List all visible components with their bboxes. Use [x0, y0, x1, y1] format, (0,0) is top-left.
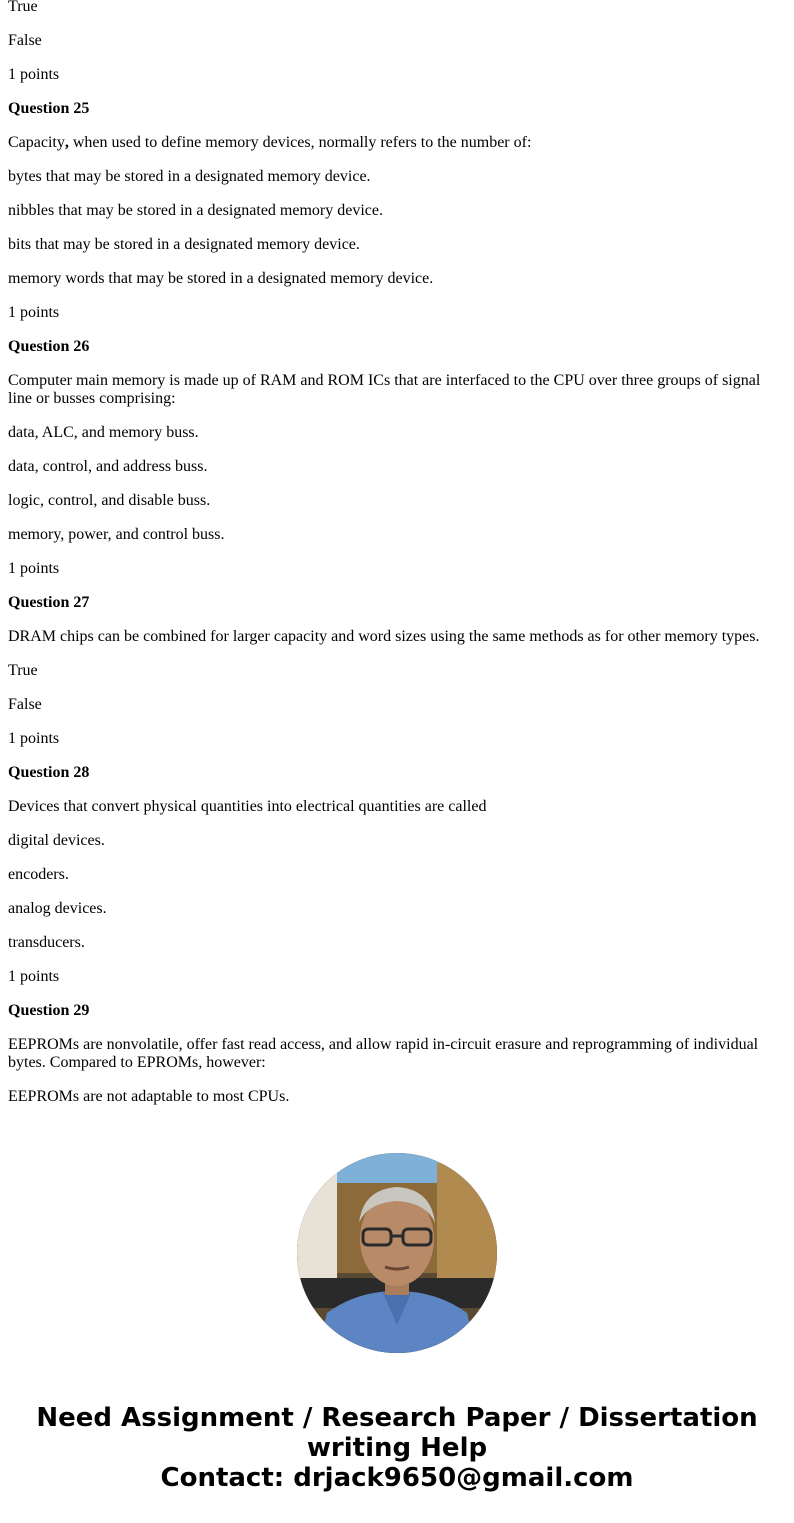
- answer-option: False: [8, 696, 42, 713]
- question-title: Question 25: [8, 100, 90, 117]
- question-prompt: DRAM chips can be combined for larger capacity and word sizes using the same methods as for other memory types.: [8, 628, 760, 645]
- points-label: 1 points: [8, 968, 60, 985]
- answer-option: memory words that may be stored in a designated memory device.: [8, 270, 434, 287]
- contact-footer: [0, 1403, 794, 1493]
- answer-option: analog devices.: [8, 900, 107, 917]
- answer-option: bytes that may be stored in a designated memory device.: [8, 168, 371, 185]
- question-prompt: [8, 134, 778, 152]
- portrait-graphic: [297, 1153, 497, 1353]
- prompt-rest: when used to define memory devices, normally refers to the number of:: [68, 134, 532, 151]
- contact-email: Contact: drjack9650@gmail.com: [160, 1463, 634, 1493]
- answer-option: encoders.: [8, 866, 69, 883]
- answer-option: True: [8, 0, 38, 15]
- answer-option: nibbles that may be stored in a designated memory device.: [8, 202, 383, 219]
- footer-line: Need Assignment / Research Paper / Dissertation: [36, 1403, 758, 1433]
- footer-line: writing Help: [306, 1433, 488, 1463]
- question-title: Question 26: [8, 338, 90, 355]
- points-label: 1 points: [8, 304, 60, 321]
- question-title: Question 28: [8, 764, 90, 781]
- points-label: 1 points: [8, 560, 60, 577]
- answer-option: False: [8, 32, 42, 49]
- question-title: Question 29: [8, 1002, 90, 1019]
- answer-option: True: [8, 662, 38, 679]
- question-list: [8, 0, 778, 1122]
- answer-option: transducers.: [8, 934, 85, 951]
- points-label: 1 points: [8, 66, 60, 83]
- prompt-lead: Capacity: [8, 134, 65, 151]
- answer-option: memory, power, and control buss.: [8, 526, 225, 543]
- answer-option: bits that may be stored in a designated memory device.: [8, 236, 360, 253]
- question-prompt: EEPROMs are nonvolatile, offer fast read access, and allow rapid in-circuit erasure and reprogramming of individual bytes. Compared to EPROMs, however:: [8, 1036, 759, 1071]
- question-title: Question 27: [8, 594, 90, 611]
- question-prompt: Computer main memory is made up of RAM and ROM ICs that are interfaced to the CPU over three groups of signal line or busses comprising:: [8, 372, 761, 407]
- points-label: 1 points: [8, 730, 60, 747]
- answer-option: data, ALC, and memory buss.: [8, 424, 199, 441]
- prompt-comma: ,: [64, 134, 69, 151]
- author-photo: [297, 1153, 497, 1353]
- answer-option: digital devices.: [8, 832, 105, 849]
- answer-option: logic, control, and disable buss.: [8, 492, 211, 509]
- answer-option: data, control, and address buss.: [8, 458, 208, 475]
- answer-option: EEPROMs are not adaptable to most CPUs.: [8, 1088, 290, 1105]
- question-prompt: Devices that convert physical quantities into electrical quantities are called: [8, 798, 487, 815]
